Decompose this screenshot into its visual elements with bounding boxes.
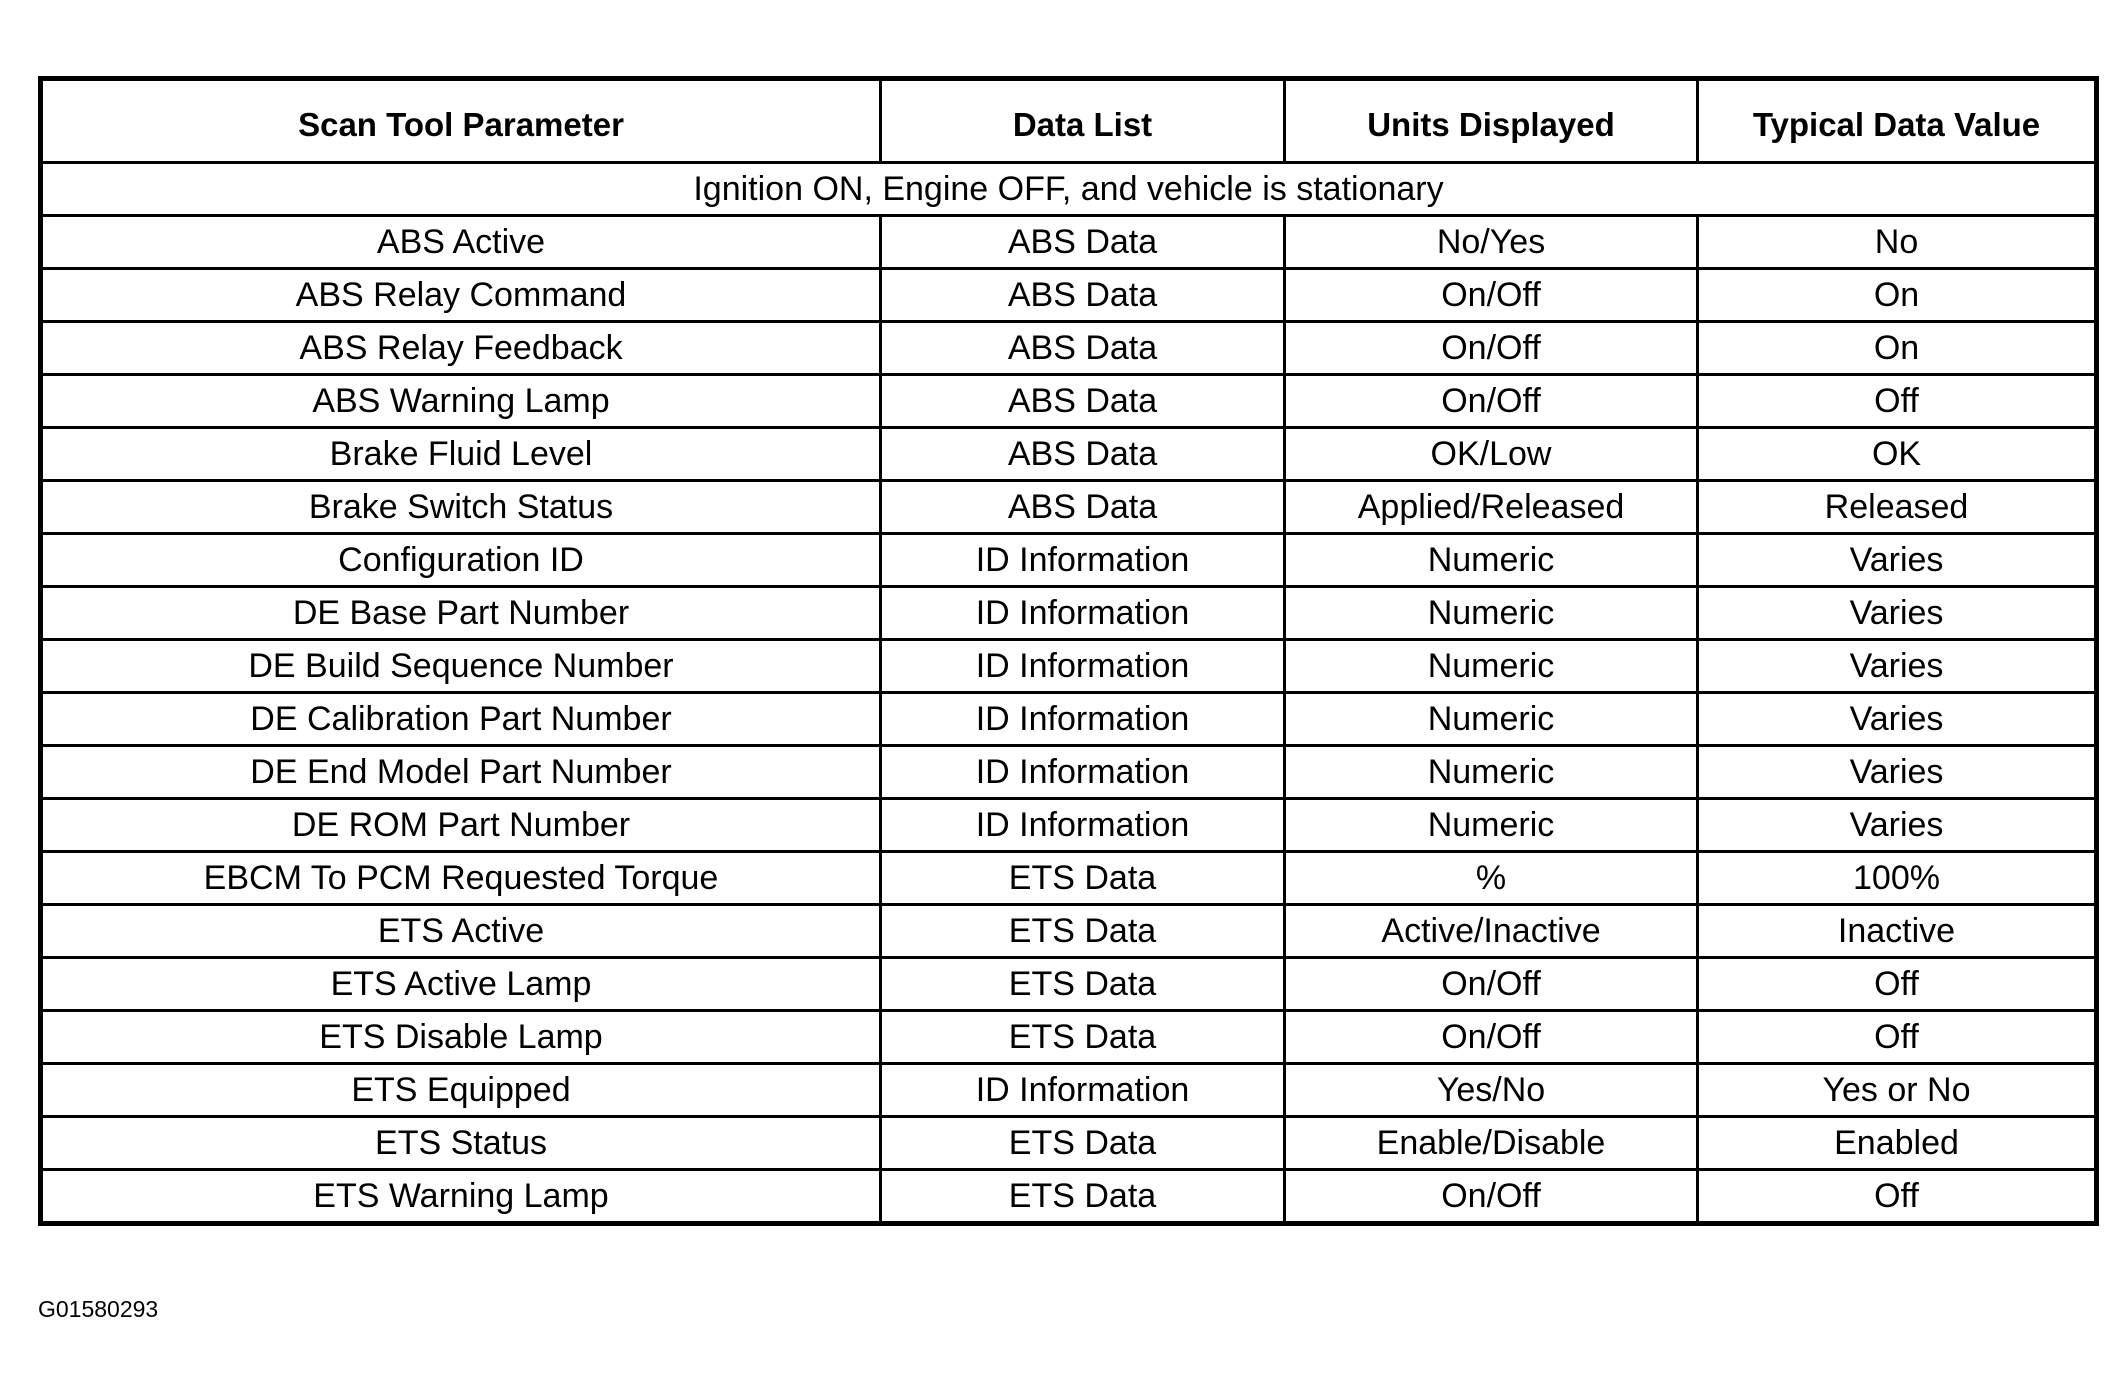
cell-data-list: ABS Data — [881, 428, 1285, 481]
cell-units: On/Off — [1285, 958, 1698, 1011]
cell-units: Active/Inactive — [1285, 905, 1698, 958]
cell-units: Enable/Disable — [1285, 1117, 1698, 1170]
cell-units: On/Off — [1285, 269, 1698, 322]
cell-parameter: DE Build Sequence Number — [41, 640, 881, 693]
cell-typical-value: On — [1698, 322, 2097, 375]
cell-units: On/Off — [1285, 322, 1698, 375]
cell-units: On/Off — [1285, 375, 1698, 428]
cell-typical-value: Varies — [1698, 534, 2097, 587]
cell-data-list: ID Information — [881, 746, 1285, 799]
cell-parameter: ABS Warning Lamp — [41, 375, 881, 428]
cell-data-list: ABS Data — [881, 481, 1285, 534]
cell-parameter: ETS Active — [41, 905, 881, 958]
cell-data-list: ETS Data — [881, 852, 1285, 905]
cell-typical-value: No — [1698, 216, 2097, 269]
cell-units: No/Yes — [1285, 216, 1698, 269]
section-label: Ignition ON, Engine OFF, and vehicle is stationary — [41, 163, 2097, 216]
cell-typical-value: Varies — [1698, 799, 2097, 852]
cell-units: Numeric — [1285, 746, 1698, 799]
header-units-displayed: Units Displayed — [1285, 79, 1698, 163]
cell-data-list: ABS Data — [881, 322, 1285, 375]
figure-id: G01580293 — [38, 1296, 159, 1322]
cell-parameter: ETS Status — [41, 1117, 881, 1170]
cell-data-list: ETS Data — [881, 905, 1285, 958]
cell-units: Numeric — [1285, 587, 1698, 640]
cell-typical-value: On — [1698, 269, 2097, 322]
table-row — [41, 534, 2097, 587]
cell-typical-value: Varies — [1698, 746, 2097, 799]
table-row — [41, 375, 2097, 428]
table-row — [41, 799, 2097, 852]
section-row — [41, 163, 2097, 216]
cell-units: On/Off — [1285, 1011, 1698, 1064]
cell-parameter: DE Base Part Number — [41, 587, 881, 640]
cell-data-list: ABS Data — [881, 216, 1285, 269]
table-row — [41, 322, 2097, 375]
table-row — [41, 216, 2097, 269]
cell-data-list: ETS Data — [881, 1011, 1285, 1064]
cell-data-list: ID Information — [881, 1064, 1285, 1117]
cell-units: Yes/No — [1285, 1064, 1698, 1117]
cell-typical-value: OK — [1698, 428, 2097, 481]
table-row — [41, 1064, 2097, 1117]
header-scan-tool-parameter: Scan Tool Parameter — [41, 79, 881, 163]
cell-parameter: Brake Switch Status — [41, 481, 881, 534]
scan-tool-data-table — [38, 76, 2099, 1226]
cell-parameter: ABS Relay Feedback — [41, 322, 881, 375]
cell-data-list: ETS Data — [881, 958, 1285, 1011]
cell-parameter: ETS Equipped — [41, 1064, 881, 1117]
cell-typical-value: Off — [1698, 375, 2097, 428]
cell-typical-value: Yes or No — [1698, 1064, 2097, 1117]
cell-units: OK/Low — [1285, 428, 1698, 481]
cell-typical-value: Off — [1698, 1011, 2097, 1064]
cell-parameter: ETS Disable Lamp — [41, 1011, 881, 1064]
cell-typical-value: Inactive — [1698, 905, 2097, 958]
table-row — [41, 1011, 2097, 1064]
cell-data-list: ID Information — [881, 693, 1285, 746]
cell-units: Numeric — [1285, 640, 1698, 693]
table-header-row — [41, 79, 2097, 163]
table-row — [41, 905, 2097, 958]
cell-data-list: ID Information — [881, 534, 1285, 587]
cell-parameter: DE ROM Part Number — [41, 799, 881, 852]
cell-units: Applied/Released — [1285, 481, 1698, 534]
cell-units: Numeric — [1285, 534, 1698, 587]
table-row — [41, 958, 2097, 1011]
table-row — [41, 587, 2097, 640]
cell-data-list: ABS Data — [881, 269, 1285, 322]
cell-units: % — [1285, 852, 1698, 905]
cell-typical-value: Enabled — [1698, 1117, 2097, 1170]
cell-parameter: Brake Fluid Level — [41, 428, 881, 481]
table-row — [41, 1117, 2097, 1170]
cell-data-list: ID Information — [881, 640, 1285, 693]
cell-data-list: ETS Data — [881, 1170, 1285, 1224]
cell-data-list: ABS Data — [881, 375, 1285, 428]
cell-typical-value: 100% — [1698, 852, 2097, 905]
cell-data-list: ETS Data — [881, 1117, 1285, 1170]
table-row — [41, 481, 2097, 534]
cell-units: Numeric — [1285, 693, 1698, 746]
cell-data-list: ID Information — [881, 799, 1285, 852]
cell-parameter: Configuration ID — [41, 534, 881, 587]
cell-typical-value: Varies — [1698, 693, 2097, 746]
cell-typical-value: Varies — [1698, 587, 2097, 640]
cell-parameter: ETS Warning Lamp — [41, 1170, 881, 1224]
header-typical-data-value: Typical Data Value — [1698, 79, 2097, 163]
cell-typical-value: Released — [1698, 481, 2097, 534]
table-row — [41, 693, 2097, 746]
cell-parameter: ABS Active — [41, 216, 881, 269]
table-row — [41, 852, 2097, 905]
table-row — [41, 269, 2097, 322]
table-row — [41, 428, 2097, 481]
table-row — [41, 640, 2097, 693]
cell-parameter: EBCM To PCM Requested Torque — [41, 852, 881, 905]
cell-typical-value: Varies — [1698, 640, 2097, 693]
cell-units: Numeric — [1285, 799, 1698, 852]
table-row — [41, 746, 2097, 799]
table-row — [41, 1170, 2097, 1224]
cell-parameter: ABS Relay Command — [41, 269, 881, 322]
cell-data-list: ID Information — [881, 587, 1285, 640]
cell-typical-value: Off — [1698, 958, 2097, 1011]
header-data-list: Data List — [881, 79, 1285, 163]
cell-parameter: DE Calibration Part Number — [41, 693, 881, 746]
cell-parameter: DE End Model Part Number — [41, 746, 881, 799]
cell-parameter: ETS Active Lamp — [41, 958, 881, 1011]
cell-units: On/Off — [1285, 1170, 1698, 1224]
cell-typical-value: Off — [1698, 1170, 2097, 1224]
